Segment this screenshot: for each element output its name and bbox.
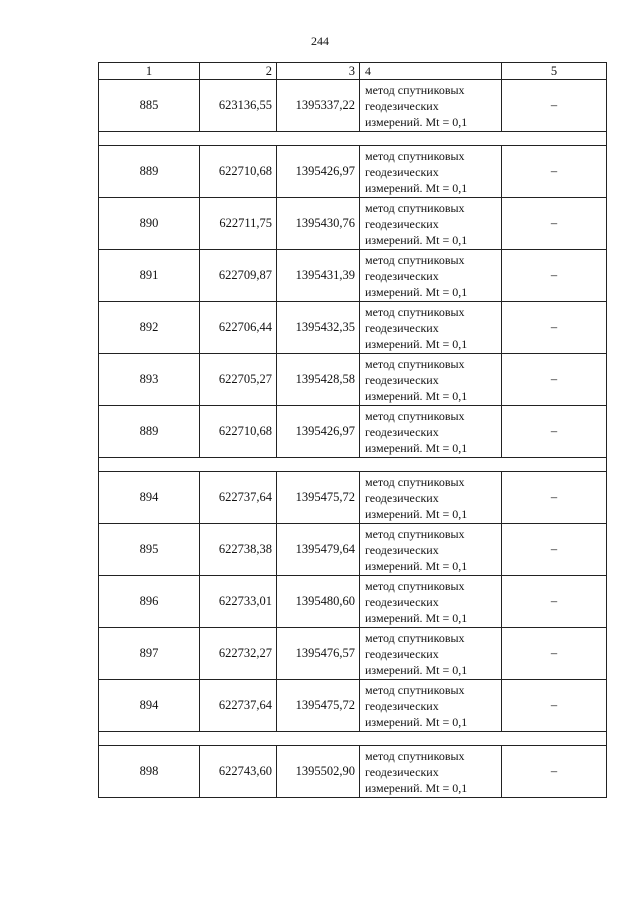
- method-line: метод спутниковых: [365, 356, 465, 371]
- y-coordinate-cell: 1395337,22: [277, 80, 360, 132]
- method-line: измерений. Mt = 0,1: [365, 440, 468, 455]
- y-coordinate-cell: 1395430,76: [277, 198, 360, 250]
- method-cell: [360, 406, 502, 458]
- point-number-cell: 891: [99, 250, 200, 302]
- point-number-cell: 889: [99, 146, 200, 198]
- method-line: геодезических: [365, 268, 439, 283]
- method-line: измерений. Mt = 0,1: [365, 232, 468, 247]
- method-line: метод спутниковых: [365, 200, 465, 215]
- method-cell: [360, 628, 502, 680]
- note-cell: –: [502, 406, 607, 458]
- y-coordinate-cell: 1395428,58: [277, 354, 360, 406]
- method-cell: [360, 80, 502, 132]
- page-number: 244: [311, 34, 329, 48]
- point-number-cell: 890: [99, 198, 200, 250]
- x-coordinate-cell: 622710,68: [200, 146, 277, 198]
- method-line: метод спутниковых: [365, 148, 465, 163]
- point-number-cell: 897: [99, 628, 200, 680]
- x-coordinate-cell: 622706,44: [200, 302, 277, 354]
- point-number-cell: 885: [99, 80, 200, 132]
- x-coordinate-cell: 622710,68: [200, 406, 277, 458]
- y-coordinate-cell: 1395426,97: [277, 406, 360, 458]
- method-line: измерений. Mt = 0,1: [365, 780, 468, 795]
- table-row: [99, 354, 607, 406]
- block-separator-row: [99, 132, 607, 146]
- x-coordinate-cell: 622737,64: [200, 680, 277, 732]
- method-line: измерений. Mt = 0,1: [365, 336, 468, 351]
- method-line: измерений. Mt = 0,1: [365, 114, 468, 129]
- table-row: [99, 198, 607, 250]
- note-cell: –: [502, 354, 607, 406]
- table-row: [99, 524, 607, 576]
- method-cell: [360, 524, 502, 576]
- table-row: [99, 746, 607, 798]
- note-cell: –: [502, 680, 607, 732]
- method-cell: [360, 354, 502, 406]
- y-coordinate-cell: 1395480,60: [277, 576, 360, 628]
- column-header-2: 2: [200, 63, 277, 80]
- method-line: геодезических: [365, 646, 439, 661]
- note-cell: –: [502, 198, 607, 250]
- separator-cell: [99, 732, 607, 746]
- method-line: измерений. Mt = 0,1: [365, 388, 468, 403]
- point-number-cell: 894: [99, 472, 200, 524]
- table-row: [99, 576, 607, 628]
- coordinates-table: [98, 62, 607, 798]
- method-line: метод спутниковых: [365, 82, 465, 97]
- note-cell: –: [502, 576, 607, 628]
- point-number-cell: 896: [99, 576, 200, 628]
- method-line: метод спутниковых: [365, 748, 465, 763]
- separator-cell: [99, 458, 607, 472]
- header-row: [99, 63, 607, 80]
- method-line: геодезических: [365, 164, 439, 179]
- table-row: [99, 302, 607, 354]
- method-line: измерений. Mt = 0,1: [365, 558, 468, 573]
- method-line: метод спутниковых: [365, 682, 465, 697]
- note-cell: –: [502, 628, 607, 680]
- method-line: измерений. Mt = 0,1: [365, 284, 468, 299]
- method-line: метод спутниковых: [365, 304, 465, 319]
- method-cell: [360, 250, 502, 302]
- x-coordinate-cell: 622711,75: [200, 198, 277, 250]
- y-coordinate-cell: 1395479,64: [277, 524, 360, 576]
- y-coordinate-cell: 1395431,39: [277, 250, 360, 302]
- method-line: метод спутниковых: [365, 578, 465, 593]
- y-coordinate-cell: 1395502,90: [277, 746, 360, 798]
- method-line: метод спутниковых: [365, 252, 465, 267]
- x-coordinate-cell: 622732,27: [200, 628, 277, 680]
- method-line: измерений. Mt = 0,1: [365, 180, 468, 195]
- note-cell: –: [502, 250, 607, 302]
- x-coordinate-cell: 622743,60: [200, 746, 277, 798]
- method-line: метод спутниковых: [365, 408, 465, 423]
- point-number-cell: 893: [99, 354, 200, 406]
- method-line: геодезических: [365, 216, 439, 231]
- method-line: измерений. Mt = 0,1: [365, 506, 468, 521]
- method-cell: [360, 198, 502, 250]
- method-line: метод спутниковых: [365, 526, 465, 541]
- note-cell: –: [502, 524, 607, 576]
- method-line: геодезических: [365, 594, 439, 609]
- method-line: геодезических: [365, 424, 439, 439]
- separator-cell: [99, 132, 607, 146]
- column-header-3: 3: [277, 63, 360, 80]
- table-row: [99, 406, 607, 458]
- method-line: геодезических: [365, 98, 439, 113]
- point-number-cell: 895: [99, 524, 200, 576]
- method-cell: [360, 680, 502, 732]
- method-line: метод спутниковых: [365, 474, 465, 489]
- table-row: [99, 472, 607, 524]
- method-line: геодезических: [365, 320, 439, 335]
- method-cell: [360, 302, 502, 354]
- method-line: геодезических: [365, 372, 439, 387]
- y-coordinate-cell: 1395475,72: [277, 472, 360, 524]
- table-row: [99, 146, 607, 198]
- method-line: геодезических: [365, 542, 439, 557]
- point-number-cell: 894: [99, 680, 200, 732]
- y-coordinate-cell: 1395476,57: [277, 628, 360, 680]
- point-number-cell: 892: [99, 302, 200, 354]
- method-line: метод спутниковых: [365, 630, 465, 645]
- method-line: измерений. Mt = 0,1: [365, 714, 468, 729]
- method-line: геодезических: [365, 698, 439, 713]
- x-coordinate-cell: 622705,27: [200, 354, 277, 406]
- method-cell: [360, 576, 502, 628]
- x-coordinate-cell: 622709,87: [200, 250, 277, 302]
- point-number-cell: 889: [99, 406, 200, 458]
- block-separator-row: [99, 458, 607, 472]
- table-row: [99, 680, 607, 732]
- method-cell: [360, 746, 502, 798]
- column-header-1: 1: [99, 63, 200, 80]
- method-cell: [360, 472, 502, 524]
- method-cell: [360, 146, 502, 198]
- method-line: геодезических: [365, 764, 439, 779]
- method-line: геодезических: [365, 490, 439, 505]
- point-number-cell: 898: [99, 746, 200, 798]
- method-line: измерений. Mt = 0,1: [365, 662, 468, 677]
- y-coordinate-cell: 1395432,35: [277, 302, 360, 354]
- note-cell: –: [502, 302, 607, 354]
- y-coordinate-cell: 1395426,97: [277, 146, 360, 198]
- note-cell: –: [502, 472, 607, 524]
- x-coordinate-cell: 622738,38: [200, 524, 277, 576]
- note-cell: –: [502, 146, 607, 198]
- table-row: [99, 628, 607, 680]
- block-separator-row: [99, 732, 607, 746]
- note-cell: –: [502, 80, 607, 132]
- x-coordinate-cell: 622733,01: [200, 576, 277, 628]
- y-coordinate-cell: 1395475,72: [277, 680, 360, 732]
- method-line: измерений. Mt = 0,1: [365, 610, 468, 625]
- note-cell: –: [502, 746, 607, 798]
- column-header-4: 4: [360, 63, 502, 80]
- x-coordinate-cell: 622737,64: [200, 472, 277, 524]
- x-coordinate-cell: 623136,55: [200, 80, 277, 132]
- table-row: [99, 250, 607, 302]
- table-row: [99, 80, 607, 132]
- column-header-5: 5: [502, 63, 607, 80]
